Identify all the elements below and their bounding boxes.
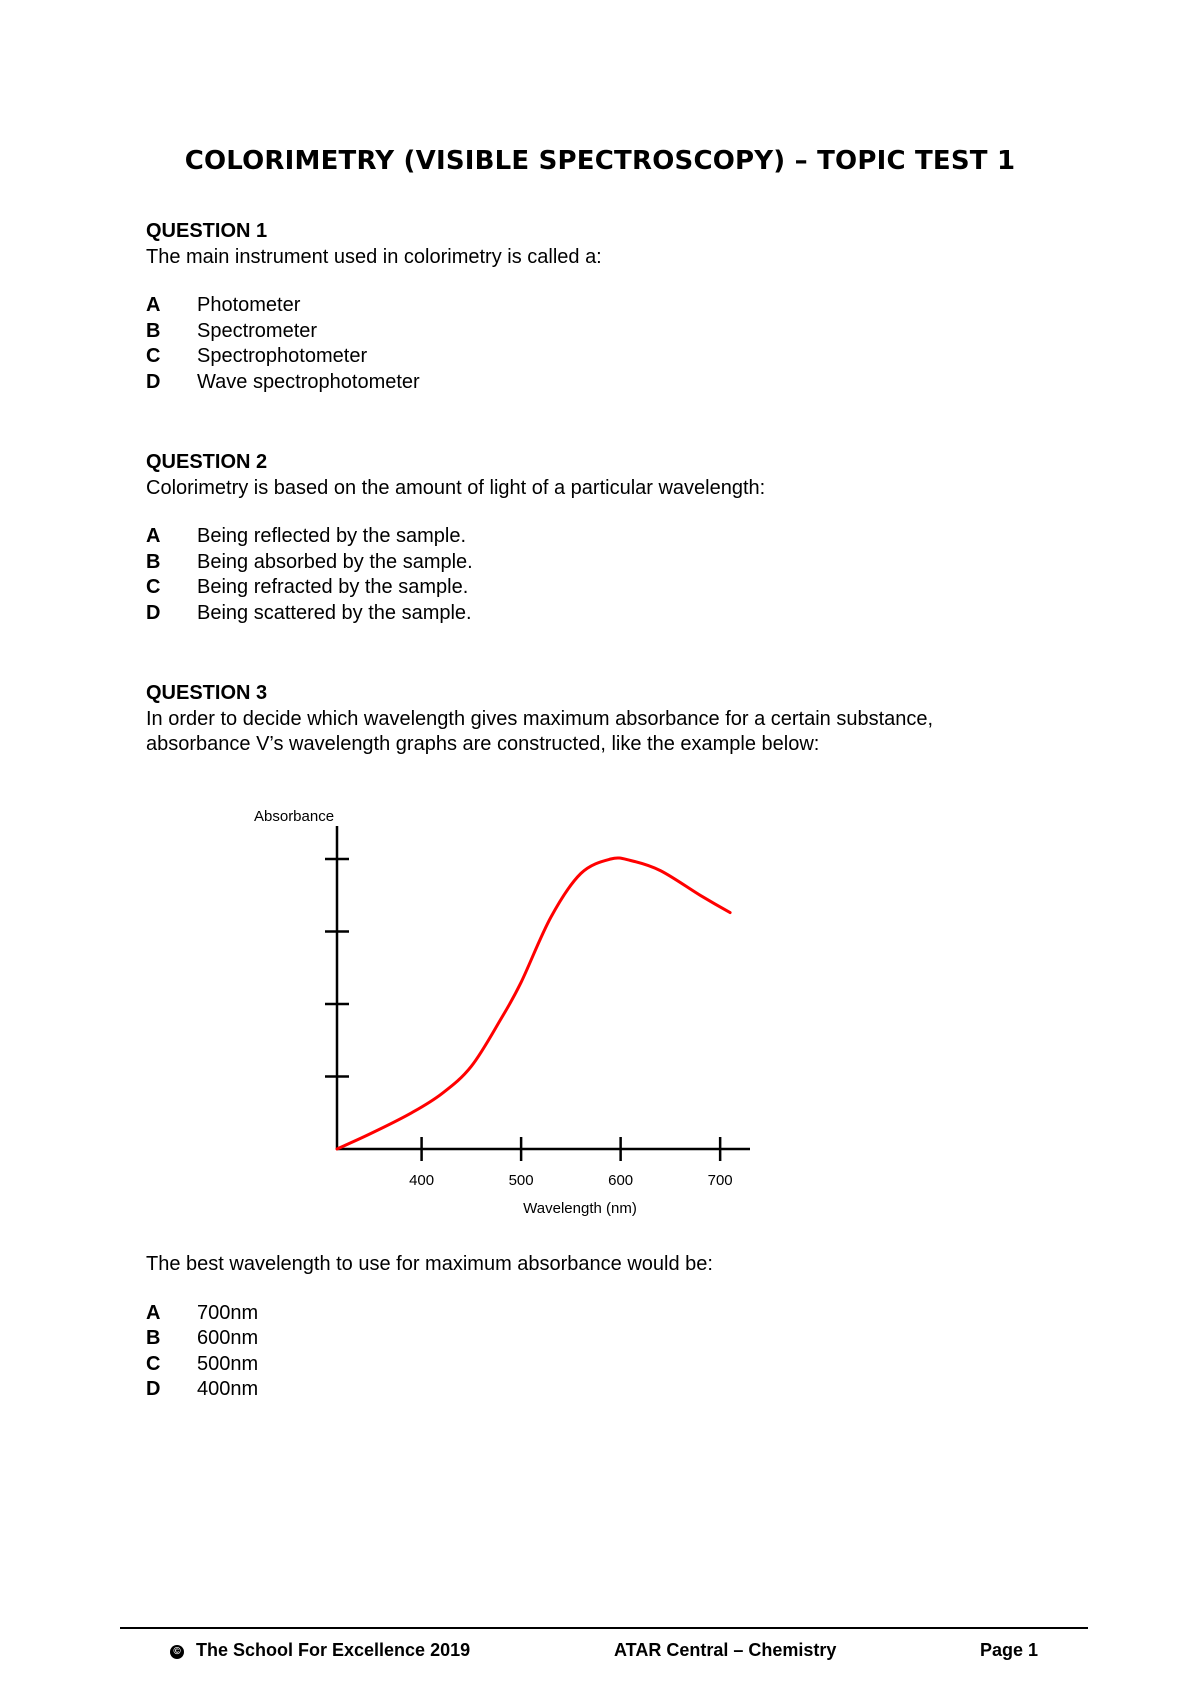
x-tick-label: 700	[707, 1172, 733, 1189]
option-letter: D	[146, 601, 161, 624]
option-letter: C	[146, 1352, 161, 1375]
question-prompt: The best wavelength to use for maximum absorbance would be:	[146, 1253, 713, 1275]
option-text: Wave spectrophotometer	[197, 370, 420, 393]
option-text: 500nm	[197, 1352, 259, 1375]
absorbance-curve	[337, 858, 730, 1149]
option-letter: B	[146, 319, 161, 342]
option-text: Being refracted by the sample.	[197, 576, 469, 598]
option-letter: A	[146, 294, 161, 316]
option-letter: C	[146, 576, 161, 598]
x-tick-label: 600	[608, 1172, 634, 1189]
copyright-icon: ©	[170, 1645, 184, 1659]
option-text: Being absorbed by the sample.	[197, 550, 473, 573]
option-letter: A	[146, 1301, 161, 1324]
option-text: Photometer	[197, 294, 301, 316]
option-c[interactable]	[146, 1352, 1076, 1378]
question-heading: QUESTION 2	[146, 451, 268, 473]
option-letter: A	[146, 525, 161, 547]
question-stem-line-2: absorbance V’s wavelength graphs are constructed, like the example below:	[146, 733, 820, 755]
option-a[interactable]	[146, 1301, 1076, 1327]
footer-course: ATAR Central – Chemistry	[614, 1640, 837, 1660]
option-b[interactable]	[146, 1326, 1076, 1352]
page-title: COLORIMETRY (VISIBLE SPECTROSCOPY) – TOPIC TEST 1	[184, 146, 1016, 176]
option-d[interactable]	[146, 1377, 1076, 1403]
y-axis-label: Absorbance	[254, 808, 335, 825]
option-text: Being reflected by the sample.	[197, 525, 467, 547]
option-text: Spectrometer	[197, 319, 318, 342]
question-stem: The main instrument used in colorimetry is called a:	[146, 245, 602, 268]
option-text: Spectrophotometer	[197, 345, 368, 367]
footer-page-number: Page 1	[980, 1640, 1039, 1660]
option-text: 400nm	[197, 1378, 259, 1400]
question-heading: QUESTION 3	[146, 682, 268, 704]
option-letter: D	[146, 1378, 161, 1400]
x-axis-label: Wavelength (nm)	[523, 1200, 637, 1217]
question-heading: QUESTION 1	[146, 220, 268, 242]
footer-divider	[120, 1627, 1088, 1629]
question-stem: Colorimetry is based on the amount of light of a particular wavelength:	[146, 476, 766, 499]
option-text: 700nm	[197, 1301, 259, 1324]
x-tick-label: 500	[508, 1172, 534, 1189]
option-letter: B	[146, 550, 161, 573]
option-list	[146, 1301, 1076, 1403]
option-letter: C	[146, 345, 161, 367]
option-letter: B	[146, 1327, 161, 1349]
question-stem-line-1: In order to decide which wavelength gives maximum absorbance for a certain substance,	[146, 707, 934, 730]
x-tick-label: 400	[409, 1172, 435, 1189]
option-text: Being scattered by the sample.	[197, 601, 472, 624]
option-text: 600nm	[197, 1327, 259, 1349]
question-3-follow-up	[146, 1252, 1076, 1403]
footer-school: The School For Excellence 2019	[196, 1640, 471, 1660]
option-letter: D	[146, 370, 161, 393]
x-ticks	[409, 1137, 733, 1189]
